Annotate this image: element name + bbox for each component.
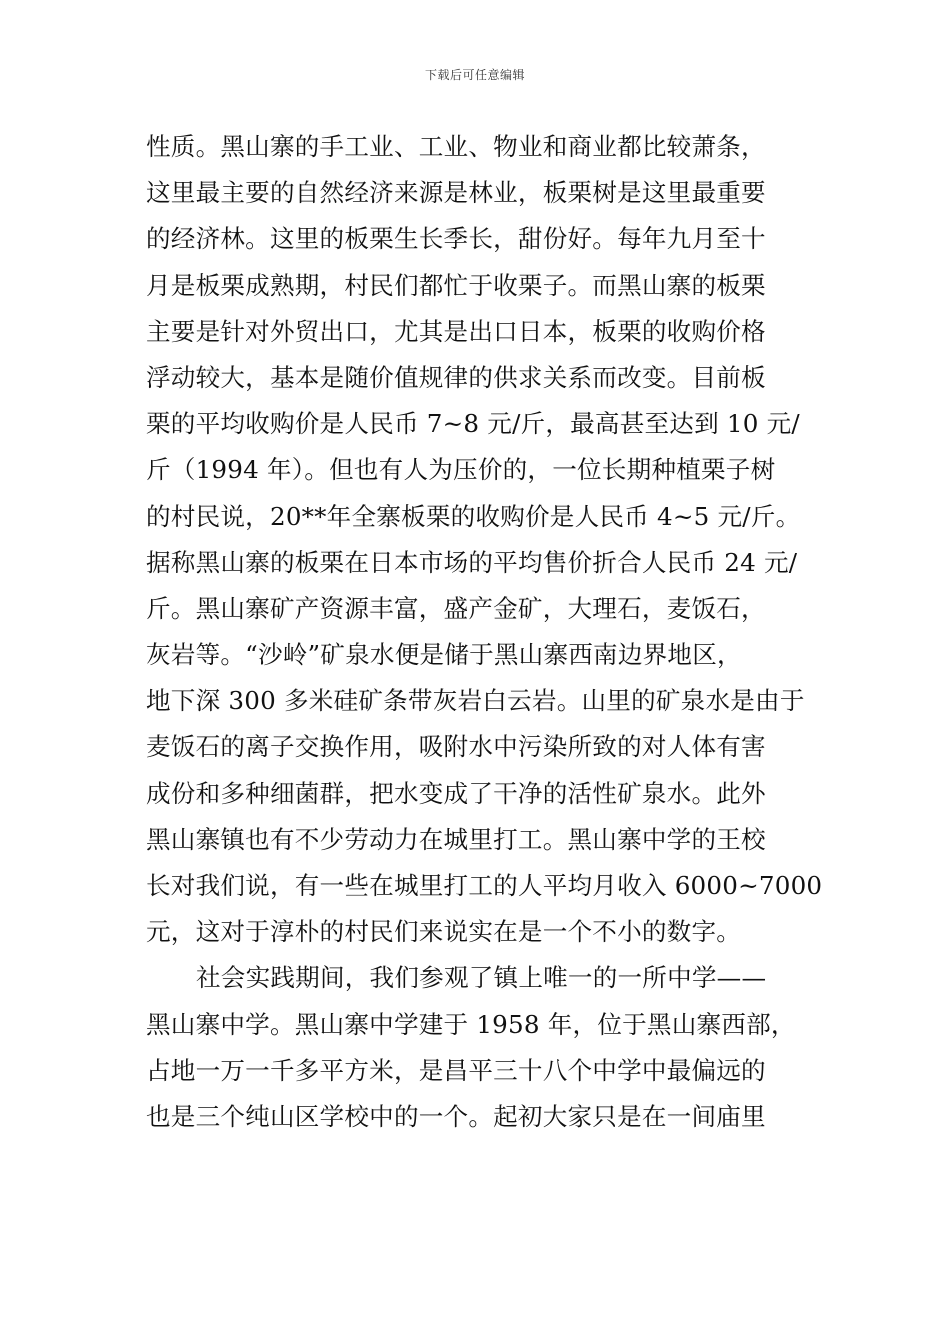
text-line: 斤（1994 年）。但也有人为压价的，一位长期种植栗子树 (146, 455, 776, 485)
text-line: 浮动较大，基本是随价值规律的供求关系而改变。目前板 (146, 362, 766, 392)
text-line: 黑山寨镇也有不少劳动力在城里打工。黑山寨中学的王校 (146, 824, 766, 854)
text-line: 性质。黑山寨的手工业、工业、物业和商业都比较萧条， (146, 132, 766, 161)
text-line: 黑山寨中学。黑山寨中学建于 1958 年，位于黑山寨西部， (146, 1009, 796, 1039)
body-text (146, 124, 823, 1140)
text-line: 斤。黑山寨矿产资源丰富，盛产金矿，大理石，麦饭石， (146, 593, 766, 623)
text-line: 灰岩等。“沙岭”矿泉水便是储于黑山寨西南边界地区， (146, 640, 742, 670)
text-line: 元，这对于淳朴的村民们来说实在是一个不小的数字。 (146, 917, 742, 947)
text-line: 长对我们说，有一些在城里打工的人平均月收入 6000~7000 (146, 871, 823, 900)
text-line: 栗的平均收购价是人民币 7~8 元/斤，最高甚至达到 10 元/ (146, 409, 800, 439)
text-line: 麦饭石的离子交换作用，吸附水中污染所致的对人体有害 (146, 732, 766, 762)
text-line: 也是三个纯山区学校中的一个。起初大家只是在一间庙里 (146, 1101, 766, 1131)
text-line: 月是板栗成熟期，村民们都忙于收栗子。而黑山寨的板栗 (146, 270, 766, 300)
text-line: 的村民说，20**年全寨板栗的收购价是人民币 4~5 元/斤。 (146, 501, 801, 531)
text-line: 占地一万一千多平方米，是昌平三十八个中学中最偏远的 (146, 1055, 766, 1085)
text-line: 成份和多种细菌群，把水变成了干净的活性矿泉水。此外 (146, 778, 766, 808)
paragraph-first-line: 社会实践期间，我们参观了镇上唯一的一所中学—— (196, 963, 767, 993)
text-line: 地下深 300 多米硅矿条带灰岩白云岩。山里的矿泉水是由于 (146, 686, 805, 716)
page-header: 下载后可任意编辑 (424, 68, 525, 82)
text-line: 的经济林。这里的板栗生长季长，甜份好。每年九月至十 (146, 224, 766, 254)
text-line: 这里最主要的自然经济来源是林业，板栗树是这里最重要 (146, 178, 766, 208)
text-line: 据称黑山寨的板栗在日本市场的平均售价折合人民币 24 元/ (146, 547, 798, 577)
text-line: 主要是针对外贸出口，尤其是出口日本，板栗的收购价格 (146, 316, 766, 346)
